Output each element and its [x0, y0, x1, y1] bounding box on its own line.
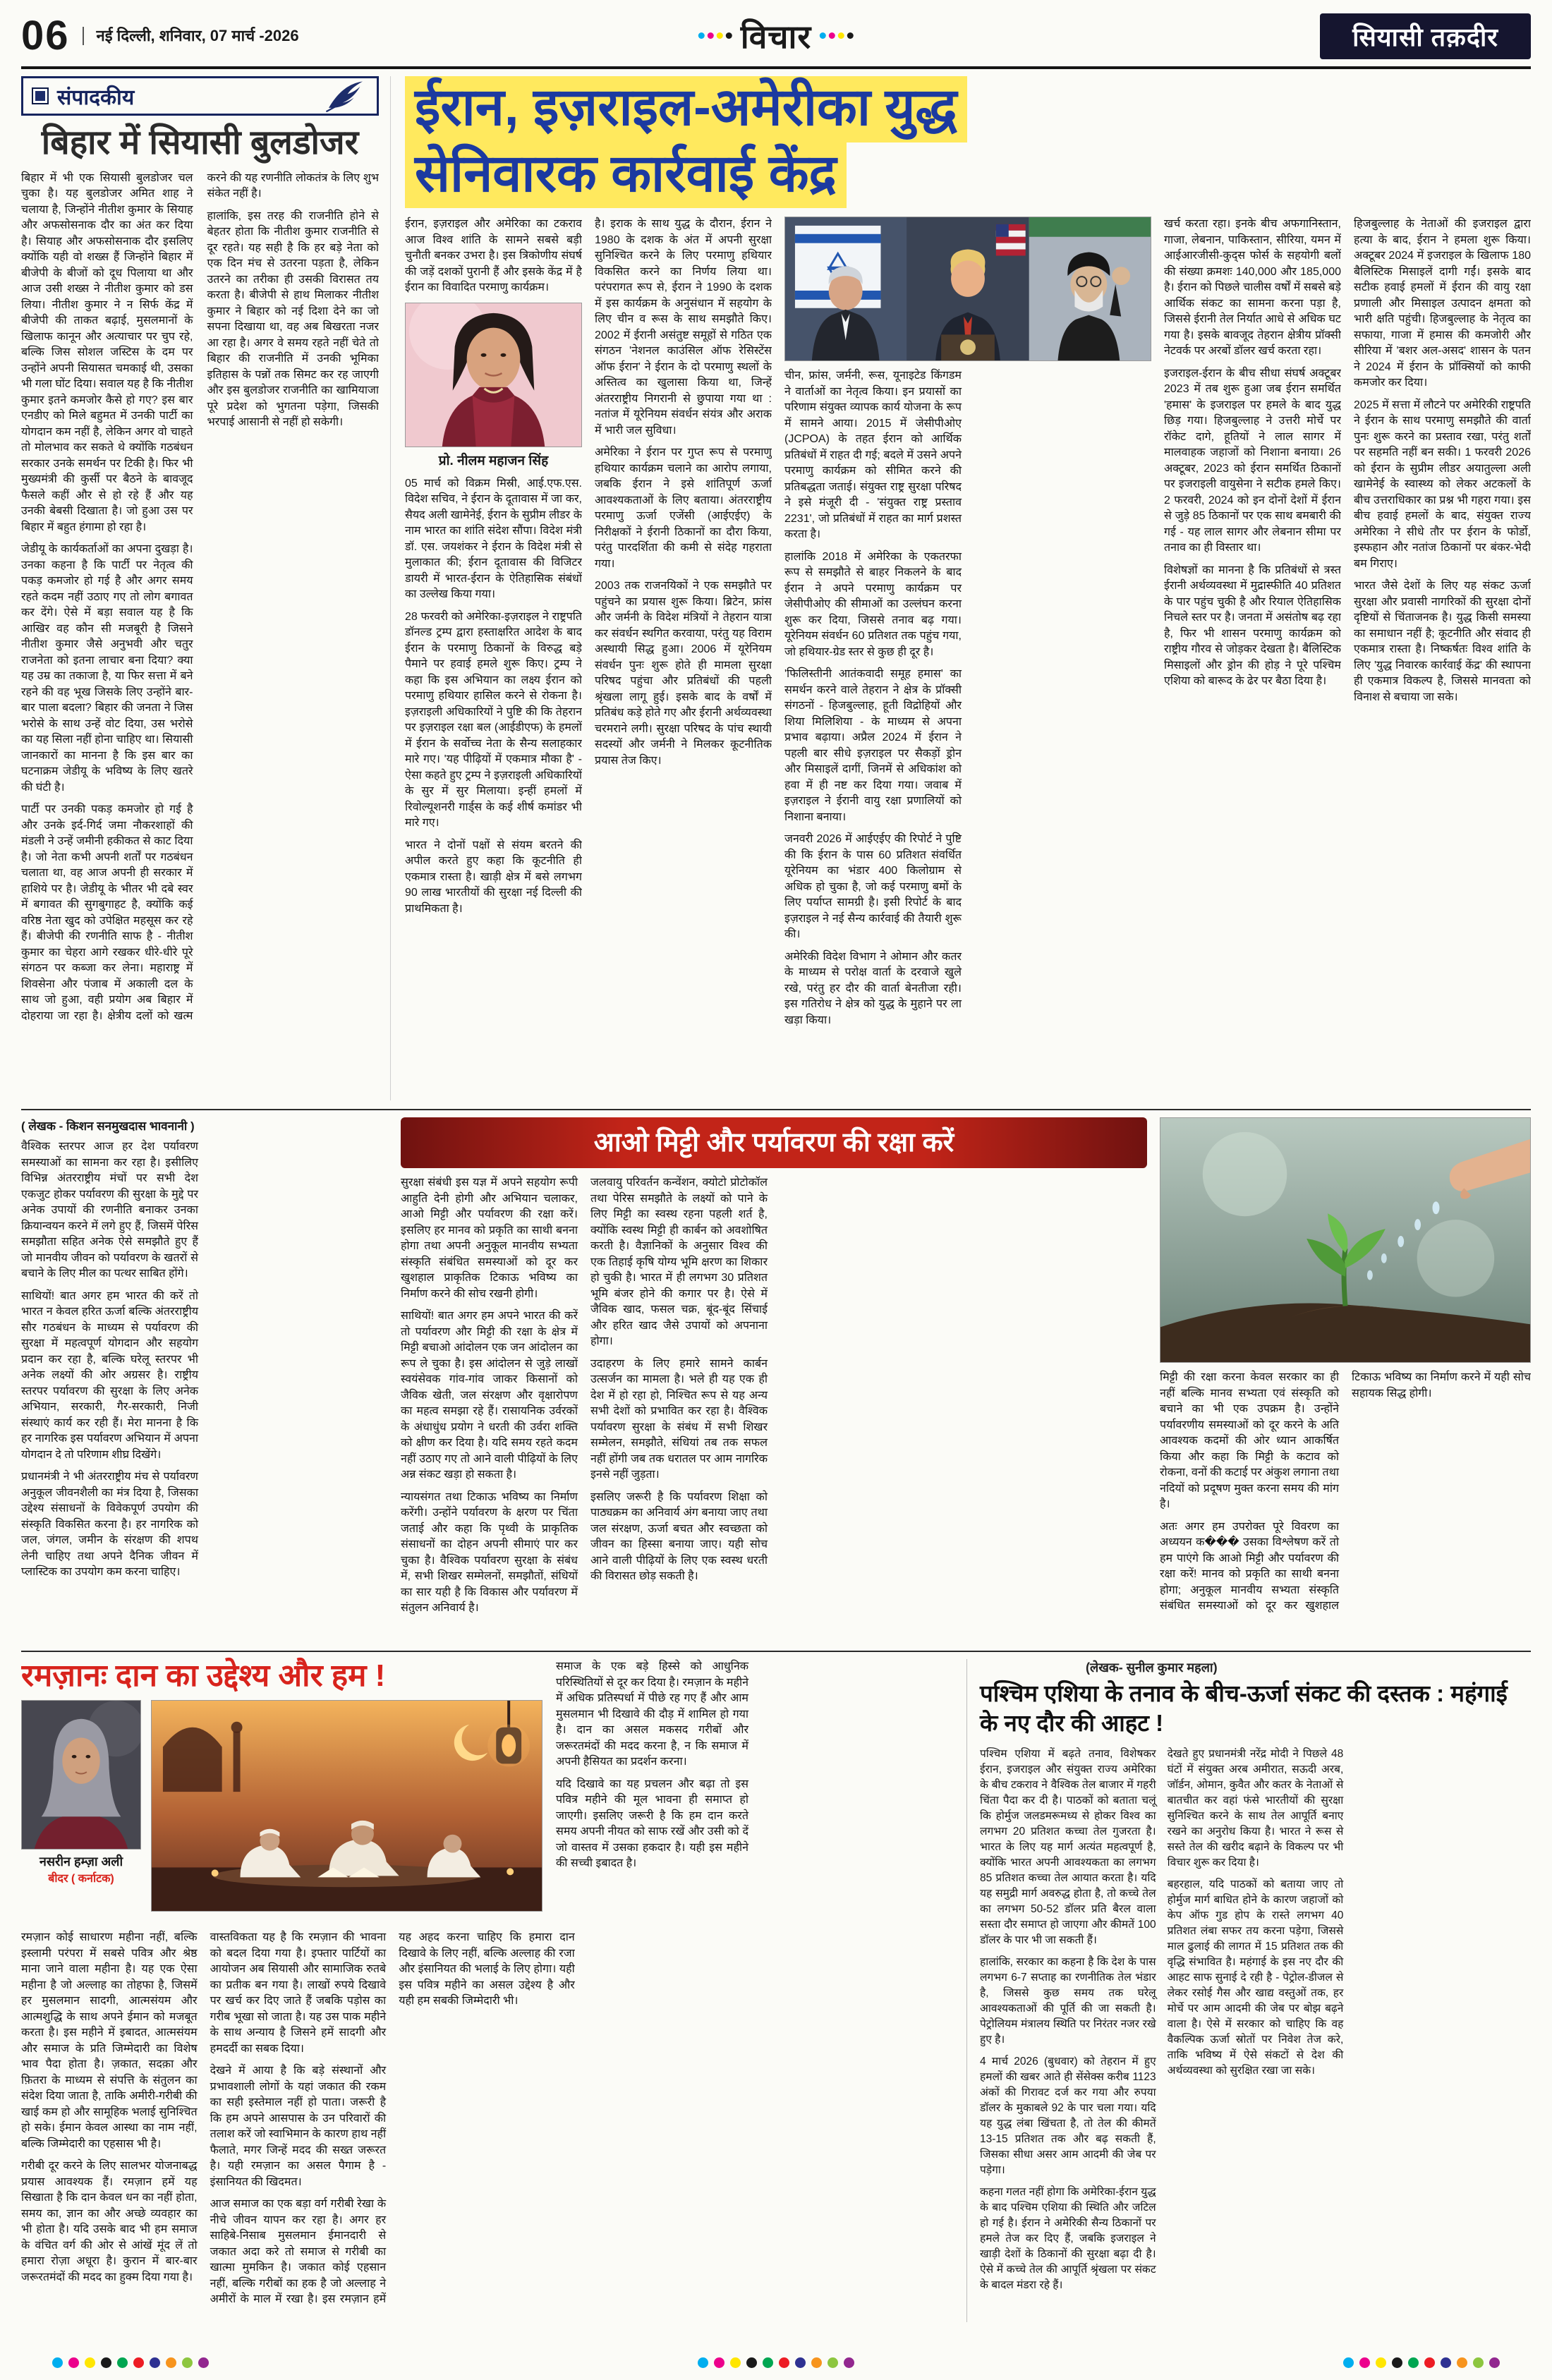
lead-column-2: है। इराक के साथ युद्ध के दौरान, ईरान ने 1980 के दशक के अंत में अपनी सुरक्षा सुनिश्चित करने के लिए परमाणु हथियार विकसित करने का निर्णय लिया था। परंपरागत रूप से, ईरान ने 1990 के दशक में इस कार्यक्रम के अनुसंधान में सहयोग के लिए चीन व रूस के साथ समझौते किए। 2002 में ईरानी असंतुष्ट समूहों से गठित एक संगठन 'नेशनल काउंसिल ऑफ रेसिस्टेंस ऑफ ईरान' ने ईरान के दो परमाणु स्थलों के अस्तित्व का खुलासा किया था, जिन्हें अंतरराष्ट्रीय निगरानी से छुपाया गया था : नतांज में यूरेनियम संवर्धन संयंत्र और अराक में भारी जल सुविधा। अमेरिका ने ईरान पर गुप्त रूप से परमाणु हथियार कार्यक्रम चलाने का आरोप लगाया, जबकि ईरान ने इसे शांतिपूर्ण ऊर्जा आवश्यकताओं के लिए बताया। अंतरराष्ट्रीय परमाणु ऊर्जा एजेंसी (आईएईए) के निरीक्षकों ने ईरानी ठिकानों का दौरा किया, परंतु पारदर्शिता की कमी से संदेह गहराता गया। 2003 तक राजनयिकों ने एक समझौते पर पहुंचने का प्रयास शुरू किया। ब्रिटेन, फ्रांस और जर्मनी के विदेश मंत्रियों ने तेहरान यात्रा कर संवर्धन स्थगित करवाया, परंतु यह विराम अस्थायी सिद्ध हुआ। 2006 में यूरेनियम संवर्धन पुनः शुरू होते ही मामला सुरक्षा परिषद पहुंचा और प्रतिबंधों की पहली श्रृंखला लागू हुई। इसके बाद के वर्षों में प्रतिबंध कड़े होते गए और ईरानी अर्थव्यवस्था चरमराने लगी। सुरक्षा परिषद के पांच स्थायी सदस्यों और जर्मनी ने मिलकर कूटनीतिक प्रयास तेज किए। — [595, 218, 772, 767]
edition-date: नई दिल्ली, शनिवार, 07 मार्च -2026 — [83, 27, 299, 45]
section-title-block — [697, 14, 855, 58]
page-number: 06 — [21, 13, 70, 59]
print-registration-marks — [0, 2357, 1552, 2372]
energy-headline: पश्चिम एशिया के तनाव के बीच-ऊर्जा संकट की दस्तक : महंगाई के नए दौर की आहट ! — [980, 1680, 1508, 1737]
author-name: प्रो. नीलम महाजन सिंह — [438, 453, 549, 468]
color-dots-right-icon — [818, 30, 855, 42]
lead-intro-text: ईरान, इज़राइल और अमेरिका का टकराव आज विश्व शांति के सामने सबसे बड़ी चुनौती बनकर उभरा है। इस त्रिकोणीय संघर्ष की जड़ें दशकों पुरानी हैं और इसके केंद्र में है ईरान का विवादित परमाणु कार्यक्रम। — [405, 218, 582, 294]
lead-headline — [405, 76, 1531, 208]
soil-center-columns: सुरक्षा संबंधी इस यज्ञ में अपने सहयोग रूपी आहुति देनी होगी और अभियान चलाकर, आओ मिट्टी और पर्यावरण की रक्षा करें। इसलिए हर मानव को प्रकृति का साथी बनना होगा तथा अपनी अनुकूल मानवीय सभ्यता संस्कृति संबंधित समस्याओं को दूर कर खुशहाल प्राकृतिक टिकाऊ भविष्य का निर्माण करने की सोच रखनी होगी। साथियों! बात अगर हम अपने भारत की करें तो पर्यावरण और मिट्टी की रक्षा के क्षेत्र में मिट्टी बचाओ आंदोलन एक जन आंदोलन का रूप ले चुका है। इस आंदोलन से जुड़े लाखों स्वयंसेवक गांव-गांव जाकर किसानों को जैविक खेती, जल संरक्षण और वृक्षारोपण का महत्व समझा रहे हैं। रासायनिक उर्वरकों के अंधाधुंध प्रयोग ने धरती की उर्वरा शक्ति को क्षीण कर दिया है। यदि समय रहते कदम नहीं उठाए गए तो आने वाली पीढ़ियों के लिए अन्न संकट खड़ा हो सकता है। न्यायसंगत तथा टिकाऊ भविष्य का निर्माण करेंगी। उन्होंने पर्यावरण के क्षरण पर चिंता जताई और कहा कि पृथ्वी के प्राकृतिक संसाधनों का दोहन अपनी सीमाएं पार कर चुका है। वैश्विक पर्यावरण सुरक्षा के संबंध में, सभी शिखर सम्मेलनों, समझौतों, संधियों का सार यही है कि विकास और पर्यावरण में संतुलन अनिवार्य है। जलवायु परिवर्तन कन्वेंशन, क्योटो प्रोटोकॉल तथा पेरिस समझौते के लक्ष्यों को पाने के लिए मिट्टी का स्वस्थ रहना पहली शर्त है, क्योंकि स्वस्थ मिट्टी ही कार्बन को अवशोषित करती है। वैज्ञानिकों के अनुसार विश्व की एक तिहाई कृषि योग्य भूमि क्षरण का शिकार हो चुकी है। भारत में ही लगभग 30 प्रतिशत भूमि बंजर होने की कगार पर है। ऐसे में जैविक खाद, फसल चक्र, बूंद-बूंद सिंचाई और हरित खाद जैसे उपायों को अपनाना होगा। उदाहरण के लिए हमारे सामने कार्बन उत्सर्जन का मामला है। भले ही यह एक ही देश में हो रहा हो, निश्चित रूप से यह अन्य सभी देशों को प्रभावित कर रहा है। वैश्विक पर्यावरण सुरक्षा के संबंध में सभी शिखर सम्मेलन, समझौते, संधियां तब तक सफल नहीं होंगी जब तक धरातल पर आम नागरिक इनसे नहीं जुड़ता। इसलिए जरूरी है कि पर्यावरण शिक्षा को पाठ्यक्रम का अनिवार्य अंग बनाया जाए तथा जल संरक्षण, ऊर्जा बचत और स्वच्छता को जीवन का हिस्सा बनाया जाए। यही सोच आने वाली पीढ़ियों के लिए एक स्वस्थ धरती की विरासत छोड़ सकती है। — [401, 1177, 768, 1614]
ramzan-author-name: नसरीन हम्ज़ा अली — [39, 1854, 123, 1869]
soil-right — [1160, 1117, 1531, 1642]
ramzan-top — [21, 1659, 952, 1921]
masthead-rule — [21, 66, 1531, 69]
editorial-section — [21, 76, 391, 1100]
lead-photo-columns — [784, 217, 1151, 1104]
masthead — [21, 10, 1531, 62]
ramzan-article — [21, 1659, 952, 2322]
soil-left-columns — [21, 1117, 388, 1642]
editorial-body: बिहार में भी एक सियासी बुलडोजर चल चुका है। यह बुलडोजर अमित शाह ने चलाया है, जिन्होंने नीतीश कुमार के सियाह और अफसोसनाक दौर का अंत कर दिया है। सियाह और अफसोसनाक दौर इसलिए क्योंकि यही वो शख्स हैं जिन्होंने बिहार में बीजेपी के बीजों को दूध पिलाया था और आज उसी शख्स ने नीतीश कुमार को डस लिया। नीतीश कुमार ने न सिर्फ केंद्र में बीजेपी की ताकत बढ़ाई, मुसलमानों के खिलाफ कानून और अत्याचार पर चुप रहे, बल्कि जिस सोशल जस्टिस के दम पर उन्होंने अपनी सियासत चमकाई थी, उसका भी गला घोंट दिया। सवाल यह है कि नीतीश कुमार इतने कमजोर कैसे हो गए? इस बार एनडीए को मिले बहुमत में उनकी पार्टी का योगदान कम नहीं है, लेकिन अगर वो चाहते तो मोलभाव कर सकते थे क्योंकि गठबंधन सरकार उनके समर्थन पर टिकी है। फिर भी मुख्यमंत्री की कुर्सी पर बैठने के बावजूद फैसले कहीं और से हो रहे हैं और यह उनकी बेबसी दिखाता है। जो हुआ उस पर बिहार में बहुत हंगामा हो रहा है। जेडीयू के कार्यकर्ताओं का अपना दुखड़ा है। उनका कहना है कि पार्टी पर नेतृत्व की पकड़ कमजोर हो गई है और अगर समय रहते कदम नहीं उठाए गए तो लोग बगावत कर देंगे। ऐसे में बड़ा सवाल यह है कि आखिर वह कौन सी मजबूरी है जिसने नीतीश कुमार जैसे अनुभवी और चतुर राजनेता को इतना लाचार बना दिया? क्या यह उम्र का तकाजा है, या फिर सत्ता में बने रहने की वह भूख जिसके लिए उन्होंने बार-बार पाला बदला? बिहार की जनता ने जिस भरोसे के साथ उन्हें वोट दिया, उस भरोसे का यह सिला नहीं होना चाहिए था। सियासी जानकारों का मानना है कि इस बार का घटनाक्रम जेडीयू के भविष्य के लिए खतरे की घंटी है। पार्टी पर उनकी पकड़ कमजोर हो गई है और उनके इर्द-गिर्द जमा नौकरशाहों की मंडली ने उन्हें जमीनी हकीकत से काट दिया है। जो नेता कभी अपनी शर्तों पर गठबंधन चलाता था, वह आज अपनी ही सरकार में हाशिये पर है। जेडीयू के भीतर भी दबे स्वर में बगावत की सुगबुगाहट है, क्योंकि कई वरिष्ठ नेता खुद को उपेक्षित महसूस कर रहे हैं। बीजेपी की रणनीति साफ है - नीतीश कुमार का चेहरा आगे रखकर धीरे-धीरे पूरे संगठन पर कब्जा कर लेना। महाराष्ट्र में शिवसेना और पंजाब में अकाली दल के साथ जो हुआ, वही प्रयोग अब बिहार में दोहराया जा रहा है। क्षेत्रीय दलों को खत्म करने की यह रणनीति लोकतंत्र के लिए शुभ संकेत नहीं है। हालांकि, इस तरह की राजनीति होने से बेहतर होता कि नीतीश कुमार राजनीति से दूर रहते। यह सही है कि हर बड़े नेता को एक दिन मंच से उतरना पड़ता है, लेकिन उतरने का तरीका ही उसकी विरासत तय करता है। बीजेपी से हाथ मिलाकर नीतीश कुमार ने बिहार को नई दिशा देने का जो सपना दिखाया था, वह अब बिखरता नजर आ रहा है। अगर वे समय रहते नहीं चेते तो बिहार की राजनीति में उनकी भूमिका इतिहास के पन्नों तक सिमट कर रह जाएगी और इस बुलडोजर राजनीति का खामियाजा पूरे प्रदेश को भुगतना पड़ेगा, जिसकी भरपाई आसानी से नहीं हो सकेगी। — [21, 171, 379, 1022]
lead-column-5: खर्च करता रहा। इनके बीच अफगानिस्तान, गाजा, लेबनान, पाकिस्तान, सीरिया, यमन में आईआरजीसी-कुद्स फोर्स के सहयोगी बलों की संख्या क्रमशः 140,000 और 185,000 है। ईरान को पिछले चालीस वर्षों में सबसे बड़े आर्थिक संकट का सामना करना पड़ा है, जिससे ईरानी तेल निर्यात आधे से अधिक घट गया है। इसके बावजूद तेहरान क्षेत्रीय प्रॉक्सी नेटवर्क पर अरबों डॉलर खर्च करता रहा। इजराइल-ईरान के बीच सीधा संघर्ष अक्टूबर 2023 में तब शुरू हुआ जब ईरान समर्थित 'हमास' के इजराइल पर हमले के बाद युद्ध छिड़ गया। हिजबुल्लाह ने उत्तरी मोर्चे पर रॉकेट दागे, हूतियों ने लाल सागर में मालवाहक जहाजों को निशाना बनाया। 26 अक्टूबर, 2023 को ईरान समर्थित ठिकानों पर इजराइली वायुसेना ने सटीक हमले किए। 2 फरवरी, 2024 को इन दोनों देशों में ईरान से जुड़े 85 ठिकानों पर एक साथ बमबारी की गई - यह लाल सागर और लेबनान सीमा पर तनाव का ही विस्तार था। विशेषज्ञों का मानना है कि प्रतिबंधों से त्रस्त ईरानी अर्थव्यवस्था में मुद्रास्फीति 40 प्रतिशत के पार पहुंच चुकी है और रियाल ऐतिहासिक निचले स्तर पर है। जनता में असंतोष बढ़ रहा है, फिर भी शासन परमाणु कार्यक्रम को राष्ट्रीय गौरव से जोड़कर देखता है। बैलिस्टिक मिसाइलों और ड्रोन की होड़ ने पूरे पश्चिम एशिया को बारूद के ढेर पर बैठा दिया है। — [1164, 218, 1341, 688]
editorial-logo-icon — [32, 87, 49, 104]
ramzan-media-row — [21, 1700, 545, 1912]
soil-right-columns: मिट्टी की रक्षा करना केवल सरकार का ही नहीं बल्कि मानव सभ्यता एवं संस्कृति को बचाने का भी एक उपक्रम है। उन्होंने पर्यावरणीय समस्याओं को दूर करने के अति आवश्यक कदमों की ओर ध्यान आकर्षित किया और कहा कि मिट्टी के कटाव को रोकना, वनों की कटाई पर अंकुश लगाना तथा नदियों को प्रदूषण मुक्त करना समय की मांग है। अतः अगर हम उपरोक्त पूरे विवरण का अध्ययन क��� उसका विश्लेषण करें तो हम पाएंगे कि आओ मिट्टी और पर्यावरण की रक्षा करें! मानव को प्रकृति का साथी बनना होगा; अनुकूल मानवीय सभ्यता संस्कृति संबंधित समस्याओं को दूर कर खुशहाल टिकाऊ भविष्य का निर्माण करने में यही सोच सहायक सिद्ध होगी। — [1160, 1371, 1531, 1612]
soil-center — [401, 1117, 1147, 1642]
author-photo — [405, 303, 582, 447]
plant-watering-photo — [1160, 1117, 1531, 1363]
lead-body — [405, 217, 1531, 1104]
print-marks-center-icon — [695, 2357, 857, 2372]
ramzan-body-columns: रमज़ान कोई साधारण महीना नहीं, बल्कि इस्लामी परंपरा में सबसे पवित्र और श्रेष्ठ माना जाने वाला महीना है। यह एक ऐसा महीना है जो अल्लाह का तोहफा है, जिसमें हर मुसलमान सादगी, आत्मसंयम और आत्मशुद्धि के साथ अपने ईमान को मजबूत करता है। इस महीने में इबादत, आत्मसंयम और समाज के प्रति जिम्मेदारी का विशेष भाव पैदा होता है। ज़कात, सदक़ा और फ़ितरा के माध्यम से संपत्ति के संतुलन का संदेश दिया जाता है, ताकि अमीरी-गरीबी की खाई कम हो और सामूहिक भलाई सुनिश्चित हो सके। ईमान केवल आस्था का नाम नहीं, बल्कि जिम्मेदारी का एहसास भी है। गरीबी दूर करने के लिए सालभर योजनाबद्ध प्रयास आवश्यक हैं। रमज़ान हमें यह सिखाता है कि दान केवल धन का नहीं होता, समय का, ज्ञान का और अच्छे व्यवहार का भी होता है। यदि उसके बाद भी हम समाज के वंचित वर्ग की ओर से आंखें मूंद लें तो हमारा रोज़ा अधूरा है। कुरान में बार-बार जरूरतमंदों की मदद का हुक्म दिया गया है। वास्तविकता यह है कि रमज़ान की भावना को बदल दिया गया है। इफ्तार पार्टियों का आयोजन अब सियासी और सामाजिक रुतबे का प्रतीक बन गया है। लाखों रुपये दिखावे पर खर्च कर दिए जाते हैं जबकि पड़ोस का गरीब भूखा सो जाता है। यह उस पाक महीने के साथ अन्याय है जिसने हमें सादगी और हमदर्दी का सबक दिया। देखने में आया है कि बड़े संस्थानों और प्रभावशाली लोगों के यहां जकात की रकम का सही इस्तेमाल नहीं हो पाता। जरूरी है कि हम अपने आसपास के उन परिवारों की तलाश करें जो स्वाभिमान के कारण हाथ नहीं फैलाते, मगर जिन्हें मदद की सख्त जरूरत है। यही रमज़ान का असल पैगाम है - इंसानियत की खिदमत। आज समाज का एक बड़ा वर्ग गरीबी रेखा के नीचे जीवन यापन कर रहा है। अगर हर साहिबे-निसाब मुसलमान ईमानदारी से जकात अदा करे तो समाज से गरीबी का खात्मा मुमकिन है। जकात कोई एहसान नहीं, बल्कि गरीबों का हक है जो अल्लाह ने अमीरों के माल में रखा है। इस रमज़ान हमें यह अहद करना चाहिए कि हमारा दान दिखावे के लिए नहीं, बल्कि अल्लाह की रजा और इंसानियत की भलाई के लिए होगा। यही इस पवित्र महीने का असल उद्देश्य है और यही हम सबकी जिम्मेदारी भी। — [21, 1931, 575, 2305]
ramzan-author-block — [21, 1700, 141, 1912]
soil-section — [21, 1109, 1531, 1642]
color-dots-left-icon — [697, 30, 734, 42]
ramzan-headline: रमज़ानः दान का उद्देश्य और हम ! — [21, 1658, 386, 1693]
energy-body-columns: पश्चिम एशिया में बढ़ते तनाव, विशेषकर ईरान, इजराइल और संयुक्त राज्य अमेरिका के बीच टकराव ने वैश्विक तेल बाजार में गहरी चिंता पैदा कर दी है। पाठकों को बताता चलूं कि होर्मुज जलडमरूमध्य से होकर विश्व का लगभग 20 प्रतिशत कच्चा तेल गुजरता है। भारत के लिए यह मार्ग अत्यंत महत्वपूर्ण है, क्योंकि भारत अपनी आवश्यकता का लगभग 85 प्रतिशत कच्चा तेल आयात करता है। यदि यह समुद्री मार्ग अवरुद्ध होता है, तो कच्चे तेल का लगभग 50-52 डॉलर प्रति बैरल वाला सस्ता दौर समाप्त हो जाएगा और कीमतें 100 डॉलर के पार भी जा सकती हैं। हालांकि, सरकार का कहना है कि देश के पास लगभग 6-7 सप्ताह का रणनीतिक तेल भंडार है, जिससे कुछ समय तक घरेलू आवश्यकताओं की पूर्ति की जा सकती है। पेट्रोलियम मंत्रालय स्थिति पर निरंतर नजर रखे हुए है। 4 मार्च 2026 (बुधवार) को तेहरान में हुए हमलों की खबर आते ही सेंसेक्स करीब 1123 अंकों की गिरावट दर्ज कर गया और रुपया डॉलर के मुकाबले 92 के पार चला गया। यदि यह युद्ध लंबा खिंचता है, तो तेल की कीमतें 13-15 प्रतिशत तक और बढ़ सकती हैं, जिसका सीधा असर आम आदमी की जेब पर पड़ेगा। कहना गलत नहीं होगा कि अमेरिका-ईरान युद्ध के बाद पश्चिम एशिया की स्थिति और जटिल हो गई है। ईरान ने अमेरिकी सैन्य ठिकानों पर हमले तेज कर दिए हैं, जबकि इजराइल ने खाड़ी देशों के ठिकानों की सुरक्षा बढ़ा दी है। ऐसे में कच्चे तेल की आपूर्ति श्रृंखला पर संकट के बादल मंडरा रहे हैं। देखते हुए प्रधानमंत्री नरेंद्र मोदी ने पिछले 48 घंटों में संयुक्त अरब अमीरात, सऊदी अरब, जॉर्डन, ओमान, कुवैत और कतर के नेताओं से बातचीत कर वहां फंसे भारतीयों की सुरक्षा सुनिश्चित करने के साथ तेल आपूर्ति बनाए रखने का अनुरोध किया है। भारत ने रूस से सस्ते तेल की खरीद बढ़ाने के विकल्प पर भी विचार शुरू कर दिया है। बहरहाल, यदि पाठकों को बताया जाए तो होर्मुज मार्ग बाधित होने के कारण जहाजों को केप ऑफ गुड होप के रास्ते लगभग 40 प्रतिशत लंबा सफर तय करना पड़ेगा, जिससे माल ढुलाई की लागत में 15 प्रतिशत तक की वृद्धि संभावित है। महंगाई के इस नए दौर की आहट साफ सुनाई दे रही है - पेट्रोल-डीजल से लेकर रसोई गैस और खाद्य वस्तुओं तक, हर मोर्चे पर आम आदमी की जेब पर बोझ बढ़ने वाला है। ऐसे में सरकार को चाहिए कि वह वैकल्पिक ऊर्जा स्रोतों पर निवेश तेज करे, ताकि भविष्य में ऐसे संकटों से देश की अर्थव्यवस्था को सुरक्षित रखा जा सके। — [980, 1748, 1344, 2292]
section-title: विचार — [740, 18, 812, 55]
lead-article — [405, 76, 1531, 1100]
soil-left-text: वैश्विक स्तरपर आज हर देश पर्यावरण समस्याओं का सामना कर रहा है। इसीलिए विभिन्न अंतरराष्ट्रीय मंचों पर सभी देश एकजुट होकर पर्यावरण की सुरक्षा के मुद्दे पर अनेक उपायों की रणनीति बनाकर उनका क्रियान्वयन करने में लगे हुए हैं, जिसमें पेरिस समझौता सहित अनेक ऐसे समझौते हुए हैं जो मानवीय जीवन को पर्यावरण के खतरों से बचाने के लिए मील का पत्थर साबित होंगे। साथियों! बात अगर हम भारत की करें तो भारत न केवल हरित ऊर्जा बल्कि अंतरराष्ट्रीय सौर गठबंधन के माध्यम से पर्यावरण की सुरक्षा में महत्वपूर्ण योगदान और सहयोग प्रदान कर रहा है, बल्कि घरेलू स्तरपर भी अनेक लक्ष्यों की ओर अग्रसर है। राष्ट्रीय स्तरपर पर्यावरण की सुरक्षा के लिए अनेक अभियान, सरकारी, गैर-सरकारी, निजी संस्थाएं कार्य कर रही हैं। मेरा मानना है कि हर नागरिक इस पर्यावरण अभियान में अपना योगदान दे तो परिणाम शीघ्र दिखेंगे। प्रधानमंत्री ने भी अंतरराष्ट्रीय मंच से पर्यावरण अनुकूल जीवनशैली का मंत्र दिया है, जिसका उद्देश्य संसाधनों के विवेकपूर्ण उपयोग की संस्कृति विकसित करना है। हर नागरिक को जल, जंगल, जमीन के संरक्षण की शपथ लेनी चाहिए तथा अपने दैनिक जीवन में प्लास्टिक का उपयोग कम करना चाहिए। — [21, 1141, 198, 1578]
print-marks-left-icon — [49, 2357, 212, 2372]
lead-column-1 — [405, 217, 582, 1104]
ramzan-top-columns: समाज के एक बड़े हिस्से को आधुनिक परिस्थितियों से दूर कर दिया है। रमज़ान के महीने में अधिक प्रतिस्पर्धा में पीछे रह गए हैं और आम मुसलमान भी दिखावे की दौड़ में शामिल हो गया है। दान का असल मकसद गरीबों और जरूरतमंदों की मदद करना है, न कि समाज में अपनी हैसियत का प्रदर्शन करना। यदि दिखावे का यह प्रचलन और बढ़ा तो इस पवित्र महीने की मूल भावना ही समाप्त हो जाएगी। इसलिए जरूरी है कि हम दान करते समय अपनी नीयत को साफ रखें और उसी को दें जो वास्तव में उसका हकदार है। यही इस महीने की सच्ची इबादत है। — [556, 1660, 748, 1869]
lead-column-1-text: 05 मार्च को विक्रम मिस्री, आई.एफ.एस. विदेश सचिव, ने ईरान के दूतावास में जा कर, सैयद अली खामेनेई, ईरान के सुप्रीम लीडर के नाम भारत का शांति संदेश सौंपा। विदेश मंत्री डॉ. एस. जयशंकर ने ईरान के विदेश मंत्री से मुलाकात की; ईरान दूतावास की विजिटर डायरी में भारत-ईरान के ऐतिहासिक संबंधों का उल्लेख किया गया। 28 फरवरी को अमेरिका-इज़राइल ने राष्ट्रपति डॉनल्ड ट्रम्प द्वारा हस्ताक्षरित आदेश के बाद ईरान के परमाणु ठिकानों के विरुद्ध बड़े पैमाने पर हवाई हमले शुरू किए। ट्रम्प ने कहा कि इस अभियान का लक्ष्य ईरान को परमाणु हथियार हासिल करने से रोकना है। इज़राइली अधिकारियों ने पुष्टि की कि तेहरान पर इज़राइल रक्षा बल (आईडीएफ) के हमलों में ईरान के सर्वोच्च नेता के सैन्य सलाहकार मारे गए। 'यह पीढ़ियों में एकमात्र मौका है' - ऐसा कहते हुए ट्रम्प ने इज़राइली अधिकारियों के सुर में सुर मिलाया। इन्हीं हमलों में रिवोल्यूशनरी गार्ड्स के कई शीर्ष कमांडर भी मारे गए। भारत ने दोनों पक्षों से संयम बरतने की अपील करते हुए कहा कि कूटनीति ही एकमात्र रास्ता है। खाड़ी क्षेत्र में बसे लगभग 90 लाख भारतीयों की सुरक्षा नई दिल्ली की प्राथमिकता है। — [405, 477, 582, 915]
lead-headline-line1: ईरान, इज़राइल-अमेरीका युद्ध — [405, 76, 967, 142]
editorial-title: बिहार में सियासी बुलडोजर — [41, 124, 359, 162]
lead-columns-3-4: चीन, फ्रांस, जर्मनी, रूस, यूनाइटेड किंगडम ने वार्ताओं का नेतृत्व किया। इन प्रयासों का परिणाम संयुक्त व्यापक कार्य योजना के रूप में सामने आया। 2015 में जेसीपीओए (JCPOA) के तहत ईरान को आर्थिक प्रतिबंधों में राहत दी गई; बदले में उसने अपने परमाणु कार्यक्रम को सीमित करने की प्रतिबद्धता जताई। संयुक्त राष्ट्र सुरक्षा परिषद ने इसे मंजूरी दी - 'संयुक्त राष्ट्र प्रस्ताव 2231', जो प्रतिबंधों में राहत का मार्ग प्रशस्त करता है। हालांकि 2018 में अमेरिका के एकतरफा रूप से समझौते से बाहर निकलने के बाद ईरान ने अपने परमाणु कार्यक्रम पर जेसीपीओए की सीमाओं का उल्लंघन करना शुरू कर दिया, जिससे तनाव बढ़ गया। यूरेनियम संवर्धन 60 प्रतिशत तक पहुंच गया, जो हथियार-ग्रेड स्तर से कुछ ही दूर है। 'फिलिस्तीनी आतंकवादी समूह हमास' का समर्थन करने वाले तेहरान ने क्षेत्र के प्रॉक्सी संगठनों - हिजबुल्लाह, हूती विद्रोहियों और शिया मिलिशिया - के माध्यम से अपना प्रभाव बढ़ाया। अप्रैल 2024 में ईरान ने पहली बार सीधे इज़राइल पर सैकड़ों ड्रोन और मिसाइलें दागीं, जिनमें से अधिकांश को हवा में ही नष्ट कर दिया गया। जवाब में इज़राइल ने ईरानी वायु रक्षा प्रणालियों को निशाना बनाया। जनवरी 2026 में आईएईए की रिपोर्ट ने पुष्टि की कि ईरान के पास 60 प्रतिशत संवर्धित यूरेनियम का भंडार 400 किलोग्राम से अधिक हो चुका है, जो कई परमाणु बमों के लिए पर्याप्त सामग्री है। इसी रिपोर्ट के बाद इज़राइल ने नई सैन्य कार्रवाई की तैयारी शुरू की। अमेरिकी विदेश विभाग ने ओमान और कतर के माध्यम से परोक्ष वार्ता के दरवाजे खुले रखे, परंतु हर दौर की वार्ता बेनतीजा रही। इस गतिरोध ने क्षेत्र को युद्ध के मुहाने पर ला खड़ा किया। — [784, 370, 962, 1026]
print-marks-right-icon — [1340, 2357, 1503, 2372]
lead-headline-line2: सेनिवारक कार्रवाई केंद्र — [405, 142, 847, 209]
prayer-photo — [151, 1700, 542, 1912]
soil-headline: आओ मिट्टी और पर्यावरण की रक्षा करें — [401, 1117, 1147, 1168]
soil-byline: ( लेखक - किशन सनमुखदास भावनानी ) — [21, 1119, 195, 1133]
lead-column-6: हिजबुल्लाह के नेताओं की इजराइल द्वारा हत्या के बाद, ईरान ने हमला शुरू किया। अक्टूबर 2024 में इजराइल के खिलाफ 180 बैलिस्टिक मिसाइलें दागी गईं। इसके बाद सटीक हवाई हमलों में ईरान की वायु रक्षा प्रणाली और मिसाइल उत्पादन क्षमता को भारी क्षति पहुंची। हिजबुल्लाह के नेतृत्व का सफाया, गाजा में हमास की कमजोरी और सीरिया में 'बशर अल-असद' शासन के पतन ने 2024 में ईरान के प्रॉक्सियों को काफी कमजोर कर दिया। 2025 में सत्ता में लौटने पर अमेरिकी राष्ट्रपति ने ईरान के साथ परमाणु समझौते की वार्ता पुनः शुरू करने का प्रस्ताव रखा, परंतु शर्तों पर सहमति नहीं बन सकी। 1 फरवरी 2026 को ईरान के सुप्रीम लीडर अयातुल्ला अली खामेनेई के स्वास्थ्य को लेकर अटकलों के बीच उत्तराधिकार का प्रश्न भी गहरा गया। इस बीच हवाई हमलों के बाद, संयुक्त राज्य अमेरिका ने सीधे तौर पर ईरान के फोर्डो, इस्फहान और नतांज ठिकानों पर बंकर-भेदी बम गिराए। भारत जैसे देशों के लिए यह संकट ऊर्जा सुरक्षा और प्रवासी नागरिकों की सुरक्षा दोनों दृष्टियों से चिंताजनक है। युद्ध किसी समस्या का समाधान नहीं है; कूटनीति और संवाद ही एकमात्र रास्ता है। निष्कर्षतः विश्व शांति के लिए 'युद्ध निवारक कार्रवाई केंद्र' की स्थापना ही एकमात्र विकल्प है, जिससे मानवता को विनाश से बचाया जा सके। — [1354, 218, 1531, 703]
masthead-banner: सियासी तक़दीर — [1320, 13, 1531, 59]
editorial-label: संपादकीय — [57, 85, 135, 109]
bottom-content-row — [21, 1651, 1531, 2322]
top-content-row — [21, 76, 1531, 1100]
energy-byline: (लेखक- सुनील कुमार महला) — [1086, 1660, 1218, 1675]
editorial-label-box — [21, 76, 379, 116]
energy-article — [966, 1659, 1531, 2322]
ramzan-author-place: बीदर ( कर्नाटक) — [48, 1873, 114, 1886]
quill-icon — [323, 79, 368, 113]
ramzan-author-photo — [21, 1700, 141, 1850]
leaders-photo — [784, 217, 1151, 361]
ramzan-left — [21, 1659, 545, 1921]
